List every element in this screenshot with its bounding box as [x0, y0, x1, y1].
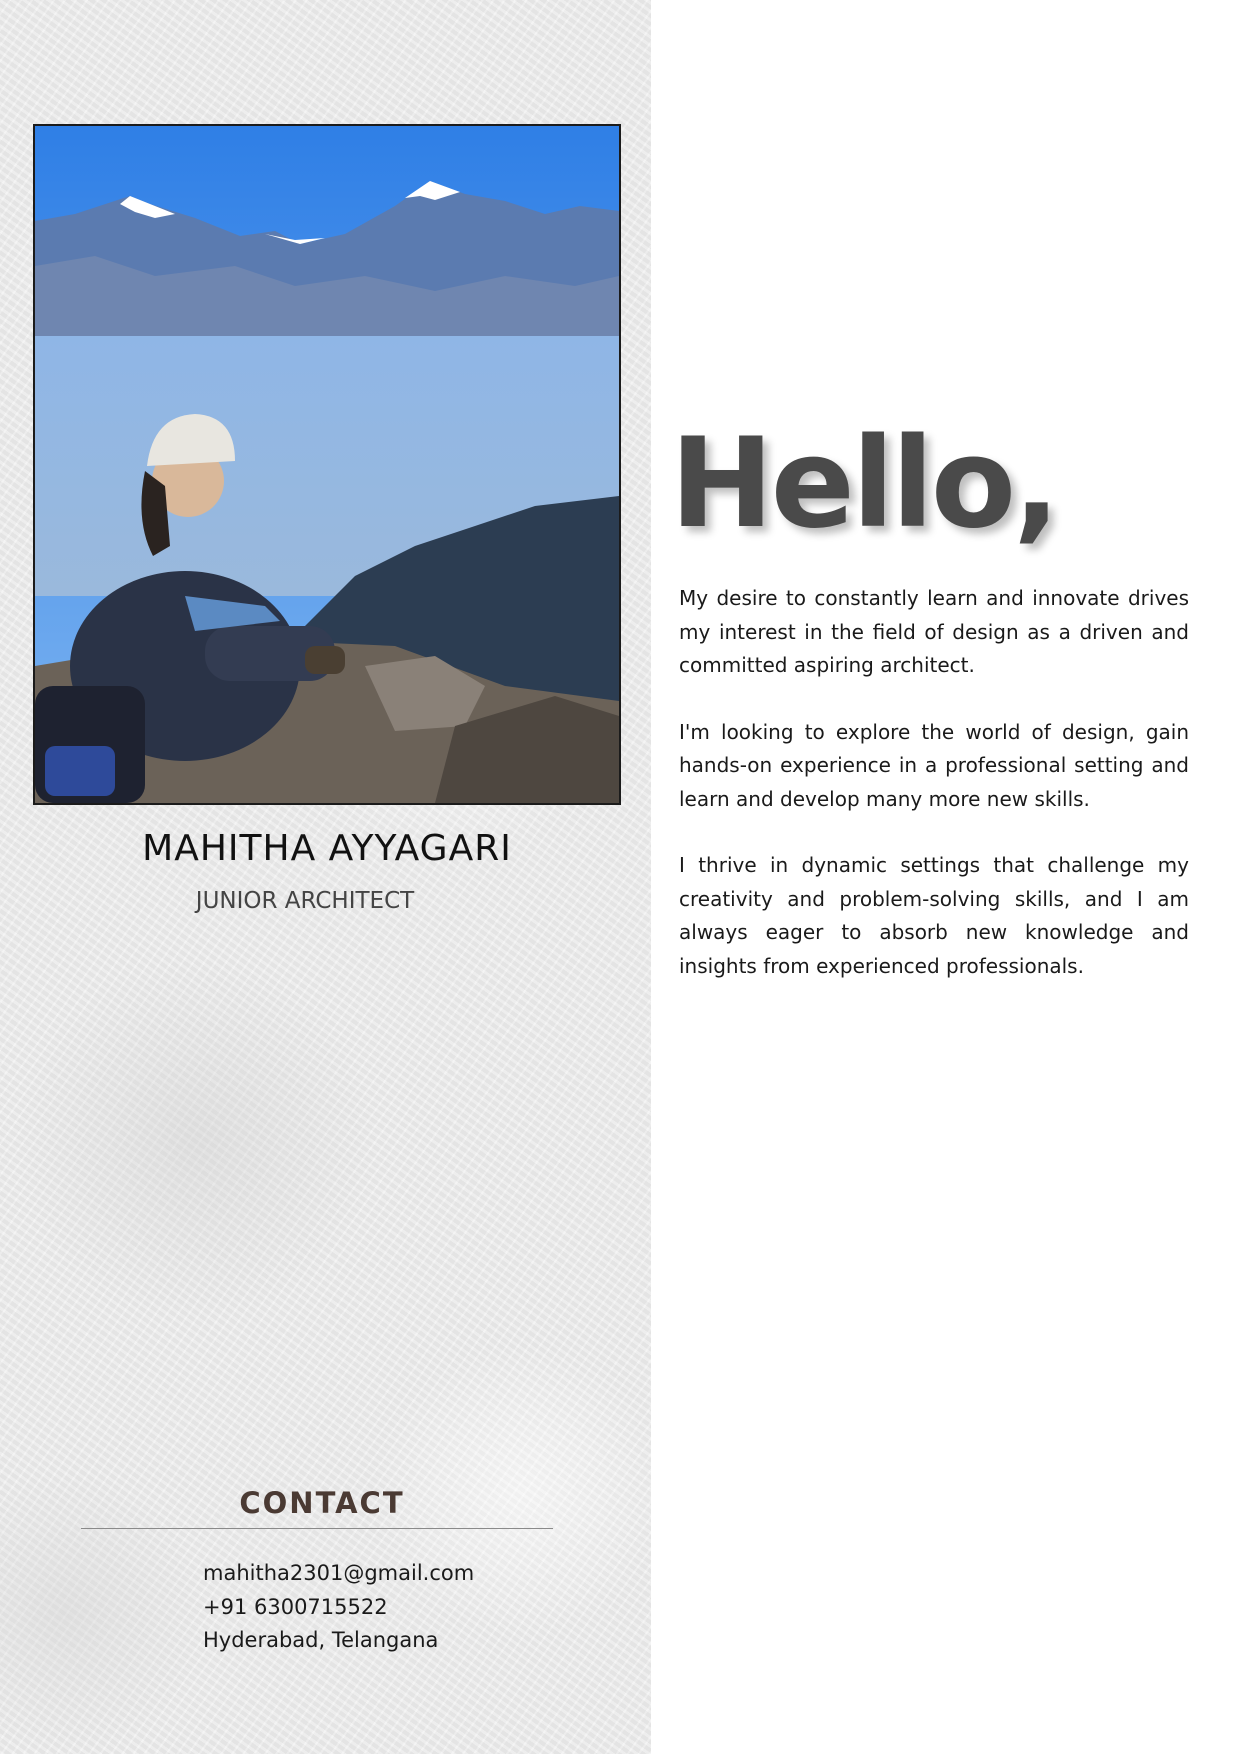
- contact-divider: [81, 1528, 553, 1529]
- bio-paragraph-1: My desire to constantly learn and innovate drives my interest in the field of design as a driven and committed aspiring architect.: [679, 586, 1189, 677]
- contact-email[interactable]: mahitha2301@gmail.com: [203, 1561, 475, 1585]
- contact-location: Hyderabad, Telangana: [203, 1628, 439, 1652]
- bio-section: [679, 582, 1189, 1016]
- profile-photo: [33, 124, 621, 805]
- job-title: JUNIOR ARCHITECT: [195, 888, 415, 914]
- person-name: MAHITHA AYYAGARI: [142, 828, 512, 869]
- bio-paragraph-2: I'm looking to explore the world of design, gain hands-on experience in a professional setting and learn and develop many more new skills.: [679, 719, 1189, 811]
- bio-paragraph-3: I thrive in dynamic settings that challenge my creativity and problem-solving skills, and I am always eager to absorb new knowledge and insights from experienced professionals.: [679, 853, 1189, 978]
- contact-heading: CONTACT: [239, 1486, 405, 1520]
- contact-phone[interactable]: +91 6300715522: [203, 1594, 388, 1619]
- profile-photo-illustration: [35, 126, 619, 803]
- contact-list: [203, 1557, 474, 1658]
- greeting-heading: Hello,: [670, 412, 1058, 556]
